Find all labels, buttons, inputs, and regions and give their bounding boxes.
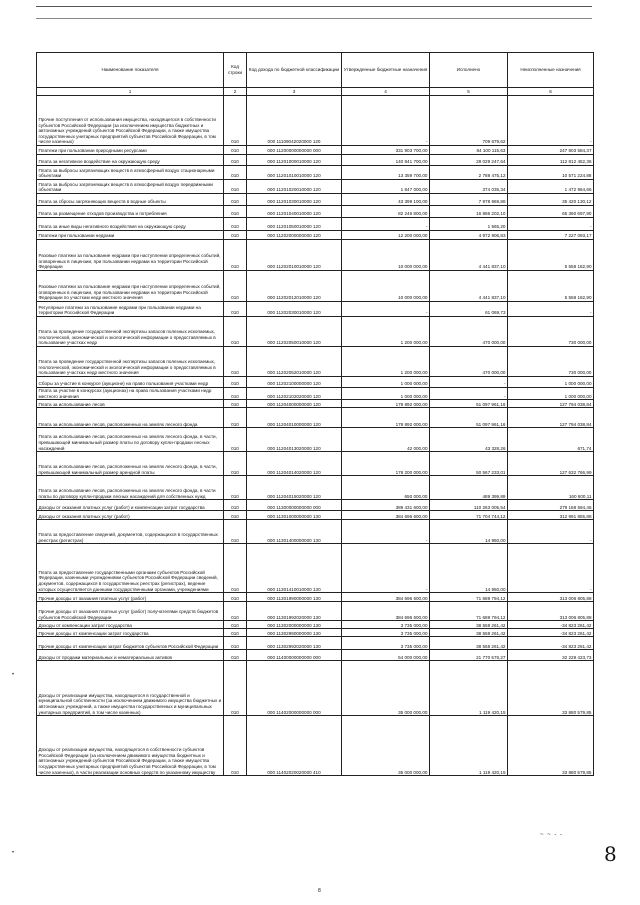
row-executed: 2 788 475,12 [430,166,508,180]
row-executed: 470 000,00 [430,347,508,377]
row-executed: 43 328,26 [430,428,508,452]
row-approved: 1 000 000,00 [342,377,430,388]
row-executed: - [430,377,508,388]
row-approved: 384 696 600,00 [342,602,430,621]
row-budget-code: 000 11202010010000 120 [247,240,342,271]
row-approved: 42 000,00 [342,428,430,452]
margin-mark: • [12,672,15,678]
row-unfulfilled: - [508,544,594,593]
row-unfulfilled: 127 632 766,99 [508,452,594,476]
row-approved: 1 847 000,00 [342,180,430,194]
header-name: Наименование показателя [37,53,224,88]
table-row [37,452,594,476]
row-executed: 7 978 969,88 [430,194,508,206]
row-code: 010 [224,302,247,317]
table-row [37,602,594,621]
table-row [37,194,594,206]
row-name: Плата за использование лесов, расположенных на землях лесного фонда [37,408,224,428]
row-code: 010 [224,661,247,716]
row-code: 010 [224,96,247,146]
row-executed: 71 689 794,12 [430,593,508,602]
row-name: Доходы от оказания платных услуг (работ) и компенсации затрат государства [37,500,224,511]
table-row [37,428,594,452]
row-name: Плата за проведение государственной экспертизы запасов полезных ископаемых, геологической, экономической и экологической информации о предоставляемых в пользование участках недр местного значения [37,347,224,377]
row-name: Доходы от компенсации затрат государства [37,621,224,629]
row-approved: 3 735 000,00 [342,637,430,650]
row-code: 010 [224,650,247,661]
row-executed: 71 689 794,12 [430,602,508,621]
row-executed: 28 029 247,64 [430,155,508,166]
row-name: Плата за использование лесов, расположенных на землях лесного фонда, в части, превышающей минимальный размер платы по договору купли-продажи лесных насаждений [37,428,224,452]
row-code: 010 [224,408,247,428]
row-budget-code: 000 11400000000000 000 [247,650,342,661]
column-number: 4 [342,88,430,96]
row-executed: 4 441 837,10 [430,240,508,271]
table-row [37,661,594,716]
top-rule [36,6,592,7]
row-code: 010 [224,593,247,602]
row-unfulfilled: 312 991 855,88 [508,511,594,520]
table-row [37,511,594,520]
row-name: Прочие поступления от использования имущества, находящегося в собственности субъектов Российской Федерации (за исключением имущества бюджетных и автономных учреждений субъектов Российской Федерации, а также имущества государственных унитарных предприятий субъектов Российской Федерации, в том числе казенных) [37,96,224,146]
column-number: 5 [430,88,508,96]
row-code: 010 [224,194,247,206]
row-name: Платежи при пользовании природными ресурсами [37,146,224,155]
row-approved: - [342,218,430,231]
row-budget-code: 000 11201050010000 120 [247,218,342,231]
row-name: Плата за использование лесов, расположенных на землях лесного фонда, в части платы по договору купли-продажи лесных насаждений для собственных нужд [37,476,224,500]
row-unfulfilled: 313 006 805,88 [508,602,594,621]
row-name: Сборы за участие в конкурсе (аукционе) на право пользования участками недр [37,377,224,388]
row-unfulfilled: 313 006 805,88 [508,593,594,602]
table-row [37,716,594,776]
row-unfulfilled: 160 600,11 [508,476,594,500]
header-unfulfilled: Неисполненные назначения [508,53,594,88]
row-budget-code: 000 11402000000000 000 [247,661,342,716]
header-budget-code: Код дохода по бюджетной классификации [247,53,342,88]
row-name: Прочие доходы от компенсации затрат государства [37,629,224,637]
row-code: 010 [224,155,247,166]
row-code: 010 [224,716,247,776]
table-row [37,218,594,231]
row-code: 010 [224,317,247,347]
row-unfulfilled: 33 880 579,85 [508,716,594,776]
row-approved: 1 200 000,00 [342,347,430,377]
table-row [37,388,594,400]
row-approved: 10 000 000,00 [342,271,430,302]
table-row [37,637,594,650]
row-name: Доходы от продажи материальных и нематериальных активов [37,650,224,661]
row-approved: 1 200 000,00 [342,317,430,347]
row-executed: 4 441 837,10 [430,271,508,302]
row-name: Плата за участие в конкурсах (аукционах) на право пользования участками недр местного значения [37,388,224,400]
row-unfulfilled: 127 794 038,84 [508,408,594,428]
row-budget-code: 000 11202050010000 120 [247,317,342,347]
row-budget-code: 000 11204015020000 120 [247,476,342,500]
row-name: Плата за негативное воздействие на окружающую среду [37,155,224,166]
row-code: 010 [224,271,247,302]
column-number: 1 [37,88,224,96]
row-name: Регулярные платежи за пользование недрами при пользовании недрами на территории Российской Федерации [37,302,224,317]
row-budget-code: 000 11202000000000 120 [247,231,342,240]
table-row [37,180,594,194]
row-name: Прочие доходы от оказания платных услуг (работ) [37,593,224,602]
table-row [37,271,594,302]
row-executed: 61 069,73 [430,302,508,317]
row-approved: - [342,520,430,544]
row-code: 010 [224,377,247,388]
row-executed: 50 567 233,01 [430,452,508,476]
row-budget-code: 000 11201040010000 120 [247,206,342,218]
row-unfulfilled: 730 000,00 [508,317,594,347]
row-code: 010 [224,520,247,544]
row-name: Плата за иные виды негативного воздействия на окружающую среду [37,218,224,231]
row-approved: 35 000 000,00 [342,716,430,776]
row-code: 010 [224,231,247,240]
column-number-row [37,88,594,96]
row-budget-code: 000 11202030010000 120 [247,302,342,317]
row-budget-code: 000 11204014020000 120 [247,452,342,476]
row-unfulfilled: 7 227 093,17 [508,231,594,240]
row-approved: - [342,96,430,146]
column-number: 3 [247,88,342,96]
row-code: 010 [224,218,247,231]
row-unfulfilled: 10 571 224,88 [508,166,594,180]
table-row [37,240,594,271]
row-unfulfilled: 5 558 162,90 [508,271,594,302]
row-executed: 38 558 261,42 [430,637,508,650]
row-code: 010 [224,146,247,155]
header-approved: Утвержденные бюджетные назначения [342,53,430,88]
row-approved: - [342,544,430,593]
row-unfulfilled: 279 168 594,46 [508,500,594,511]
table-row [37,408,594,428]
row-budget-code: 000 11301000000000 130 [247,511,342,520]
row-budget-code: 000 11202012010000 120 [247,271,342,302]
row-budget-code: 000 11301990000000 130 [247,593,342,602]
row-unfulfilled: -34 823 261,42 [508,629,594,637]
row-unfulfilled: 247 803 584,37 [508,146,594,155]
row-executed: 38 558 261,42 [430,621,508,629]
row-name: Платежи при пользовании недрами [37,231,224,240]
row-code: 010 [224,428,247,452]
row-unfulfilled: 33 880 579,85 [508,661,594,716]
row-name: Плата за выбросы загрязняющих веществ в атмосферный воздух стационарными объектами [37,166,224,180]
row-unfulfilled: - [508,520,594,544]
row-executed: 1 119 420,15 [430,661,508,716]
row-budget-code: 000 11204000000000 120 [247,400,342,408]
row-executed: - [430,388,508,400]
row-budget-code: 000 11402020020000 410 [247,716,342,776]
row-budget-code: 000 11200000000000 000 [247,146,342,155]
handwritten-scribble: ~ ~ - - [540,832,564,838]
row-budget-code: 000 11302000000000 130 [247,621,342,629]
row-approved: 178 892 000,00 [342,408,430,428]
table-row [37,206,594,218]
row-code: 010 [224,240,247,271]
row-name: Доходы от оказания платных услуг (работ) [37,511,224,520]
row-budget-code: 000 11204013020000 120 [247,428,342,452]
row-unfulfilled: -34 823 261,42 [508,637,594,650]
row-name: Доходы от реализации имущества, находящегося в государственной и муниципальной собственности (за исключением движимого имущества бюджетных и автономных учреждений, а также имущества государственных и муниципальных унитарных предприятий, в том числе казенных) [37,661,224,716]
table-row [37,500,594,511]
row-approved: - [342,302,430,317]
table-row [37,96,594,146]
row-code: 010 [224,621,247,629]
row-approved: 1 000 000,00 [342,388,430,400]
row-name: Доходы от реализации имущества, находящегося в собственности субъектов Российской Федерации (за исключением движимого имущества бюджетных и автономных учреждений субъектов Российской Федерации, а также имущества государственных унитарных предприятий субъектов Российской Федерации, в том числе казенных), в части реализации основных средств по указанному имуществу [37,716,224,776]
row-unfulfilled: 65 360 697,90 [508,206,594,218]
row-code: 010 [224,637,247,650]
row-name: Прочие доходы от компенсации затрат бюджетов субъектов Российской Федерации [37,637,224,650]
row-approved: 331 903 700,00 [342,146,430,155]
row-executed: 1 565,20 [430,218,508,231]
top-rule-secondary [36,18,592,19]
row-budget-code: 000 11201010010000 120 [247,166,342,180]
row-code: 010 [224,476,247,500]
row-approved: 650 000,00 [342,476,430,500]
row-budget-code: 000 11300000000000 000 [247,500,342,511]
row-approved: 43 399 100,00 [342,194,430,206]
row-approved: 82 246 800,00 [342,206,430,218]
row-code: 010 [224,400,247,408]
row-code: 010 [224,452,247,476]
side-page-mark: 8 [604,842,617,866]
row-name: Плата за предоставление государственными органами субъектов Российской Федерации, казенными учреждениями субъектов Российской Федерации сведений, документов, содержащихся в государственных реестрах (регистрах), ведение которых осуществляется данными государственными органами, учреждениями [37,544,224,593]
row-approved: 178 200 000,00 [342,452,430,476]
row-executed: 84 100 115,63 [430,146,508,155]
table-row [37,231,594,240]
row-executed: 110 263 005,54 [430,500,508,511]
row-approved: 3 735 000,00 [342,629,430,637]
row-approved: 3 735 000,00 [342,621,430,629]
row-code: 010 [224,388,247,400]
row-budget-code: 000 11302992020000 130 [247,637,342,650]
table-row [37,377,594,388]
row-code: 010 [224,511,247,520]
row-unfulfilled: 112 812 452,36 [508,155,594,166]
table-row [37,155,594,166]
row-approved: 178 892 000,00 [342,400,430,408]
row-executed: 14 950,00 [430,520,508,544]
table-row [37,629,594,637]
row-unfulfilled: 32 229 423,73 [508,650,594,661]
row-name: Плата за сбросы загрязняющих веществ в водные объекты [37,194,224,206]
row-approved: 35 000 000,00 [342,661,430,716]
row-unfulfilled: -34 823 261,42 [508,621,594,629]
row-code: 010 [224,206,247,218]
revenue-execution-table [36,52,594,776]
row-approved: 12 200 000,00 [342,231,430,240]
row-executed: 14 950,00 [430,544,508,593]
table-header-row [37,53,594,88]
row-unfulfilled: 1 472 964,66 [508,180,594,194]
row-budget-code: 000 11301410010000 130 [247,544,342,593]
table-row [37,400,594,408]
table-row [37,520,594,544]
row-name: Разовые платежи за пользование недрами при наступлении определенных событий, оговоренных в лицензии, при пользовании недрами на территории Российской Федерации по участкам недр местного значения [37,271,224,302]
row-approved: 54 000 000,00 [342,650,430,661]
row-executed: 71 704 744,12 [430,511,508,520]
row-budget-code: 000 11201030010000 120 [247,194,342,206]
row-budget-code: 000 11109042020000 120 [247,96,342,146]
row-approved: 13 359 700,00 [342,166,430,180]
row-code: 010 [224,544,247,593]
row-code: 010 [224,347,247,377]
header-code: Код строки [224,53,247,88]
row-unfulfilled: - [508,302,594,317]
row-budget-code: 000 11302990000000 130 [247,629,342,637]
table-row [37,650,594,661]
table-body [37,96,594,776]
row-name: Плата за предоставление сведений, документов, содержащихся в государственных реестрах (регистрах) [37,520,224,544]
row-name: Плата за размещение отходов производства и потребления [37,206,224,218]
margin-mark: • [12,850,15,856]
row-budget-code: 000 11201020010000 120 [247,180,342,194]
row-unfulfilled: 671,74 [508,428,594,452]
row-code: 010 [224,602,247,621]
table-row [37,593,594,602]
table-row [37,146,594,155]
row-approved: 384 696 600,00 [342,511,430,520]
row-approved: 384 696 600,00 [342,593,430,602]
row-executed: 16 886 202,10 [430,206,508,218]
row-code: 010 [224,629,247,637]
row-unfulfilled: 127 794 038,84 [508,400,594,408]
row-code: 010 [224,166,247,180]
row-executed: 21 770 576,27 [430,650,508,661]
row-executed: 1 119 420,15 [430,716,508,776]
row-unfulfilled: 1 000 000,00 [508,388,594,400]
column-number: 6 [508,88,594,96]
row-unfulfilled: 5 558 162,90 [508,240,594,271]
row-budget-code: 000 11202100000000 120 [247,377,342,388]
table-row [37,476,594,500]
row-code: 010 [224,500,247,511]
header-executed: Исполнено [430,53,508,88]
table-row [37,347,594,377]
row-executed: 374 035,34 [430,180,508,194]
row-name: Плата за использование лесов, расположенных на землях лесного фонда, в части, превышающей минимальный размер арендной платы [37,452,224,476]
row-approved: 140 841 700,00 [342,155,430,166]
row-approved: 389 431 600,00 [342,500,430,511]
row-budget-code: 000 11202052010000 120 [247,347,342,377]
table-row [37,302,594,317]
row-name: Разовые платежи за пользование недрами при наступлении определенных событий, оговоренных в лицензии, при пользовании недрами на территории Российской Федерации [37,240,224,271]
row-budget-code: 000 11204010000000 120 [247,408,342,428]
row-unfulfilled: - [508,96,594,146]
row-executed: 38 558 261,42 [430,629,508,637]
table-row [37,621,594,629]
row-executed: 489 399,89 [430,476,508,500]
row-budget-code: 000 11202102020000 120 [247,388,342,400]
table-row [37,166,594,180]
row-budget-code: 000 11201000010000 120 [247,155,342,166]
row-approved: 10 000 000,00 [342,240,430,271]
row-name: Плата за проведение государственной экспертизы запасов полезных ископаемых, геологической, экономической и экологической информации о предоставляемых в пользование участках недр [37,317,224,347]
row-name: Плата за использование лесов [37,400,224,408]
row-code: 010 [224,180,247,194]
column-number: 2 [224,88,247,96]
row-unfulfilled: 730 000,00 [508,347,594,377]
row-name: Прочие доходы от оказания платных услуг (работ) получателями средств бюджетов субъектов Российской Федерации [37,602,224,621]
row-executed: 51 097 961,16 [430,408,508,428]
row-budget-code: 000 11301992020000 130 [247,602,342,621]
row-unfulfilled: 35 420 130,12 [508,194,594,206]
row-executed: 4 972 906,83 [430,231,508,240]
row-name: Плата за выбросы загрязняющих веществ в атмосферный воздух передвижными объектами [37,180,224,194]
row-budget-code: 000 11301400000000 130 [247,520,342,544]
row-unfulfilled: - [508,218,594,231]
row-executed: 51 097 961,16 [430,400,508,408]
row-unfulfilled: 1 000 000,00 [508,377,594,388]
row-executed: 709 679,62 [430,96,508,146]
table-row [37,317,594,347]
row-executed: 470 000,00 [430,317,508,347]
page-number: 8 [318,888,321,894]
table-row [37,544,594,593]
